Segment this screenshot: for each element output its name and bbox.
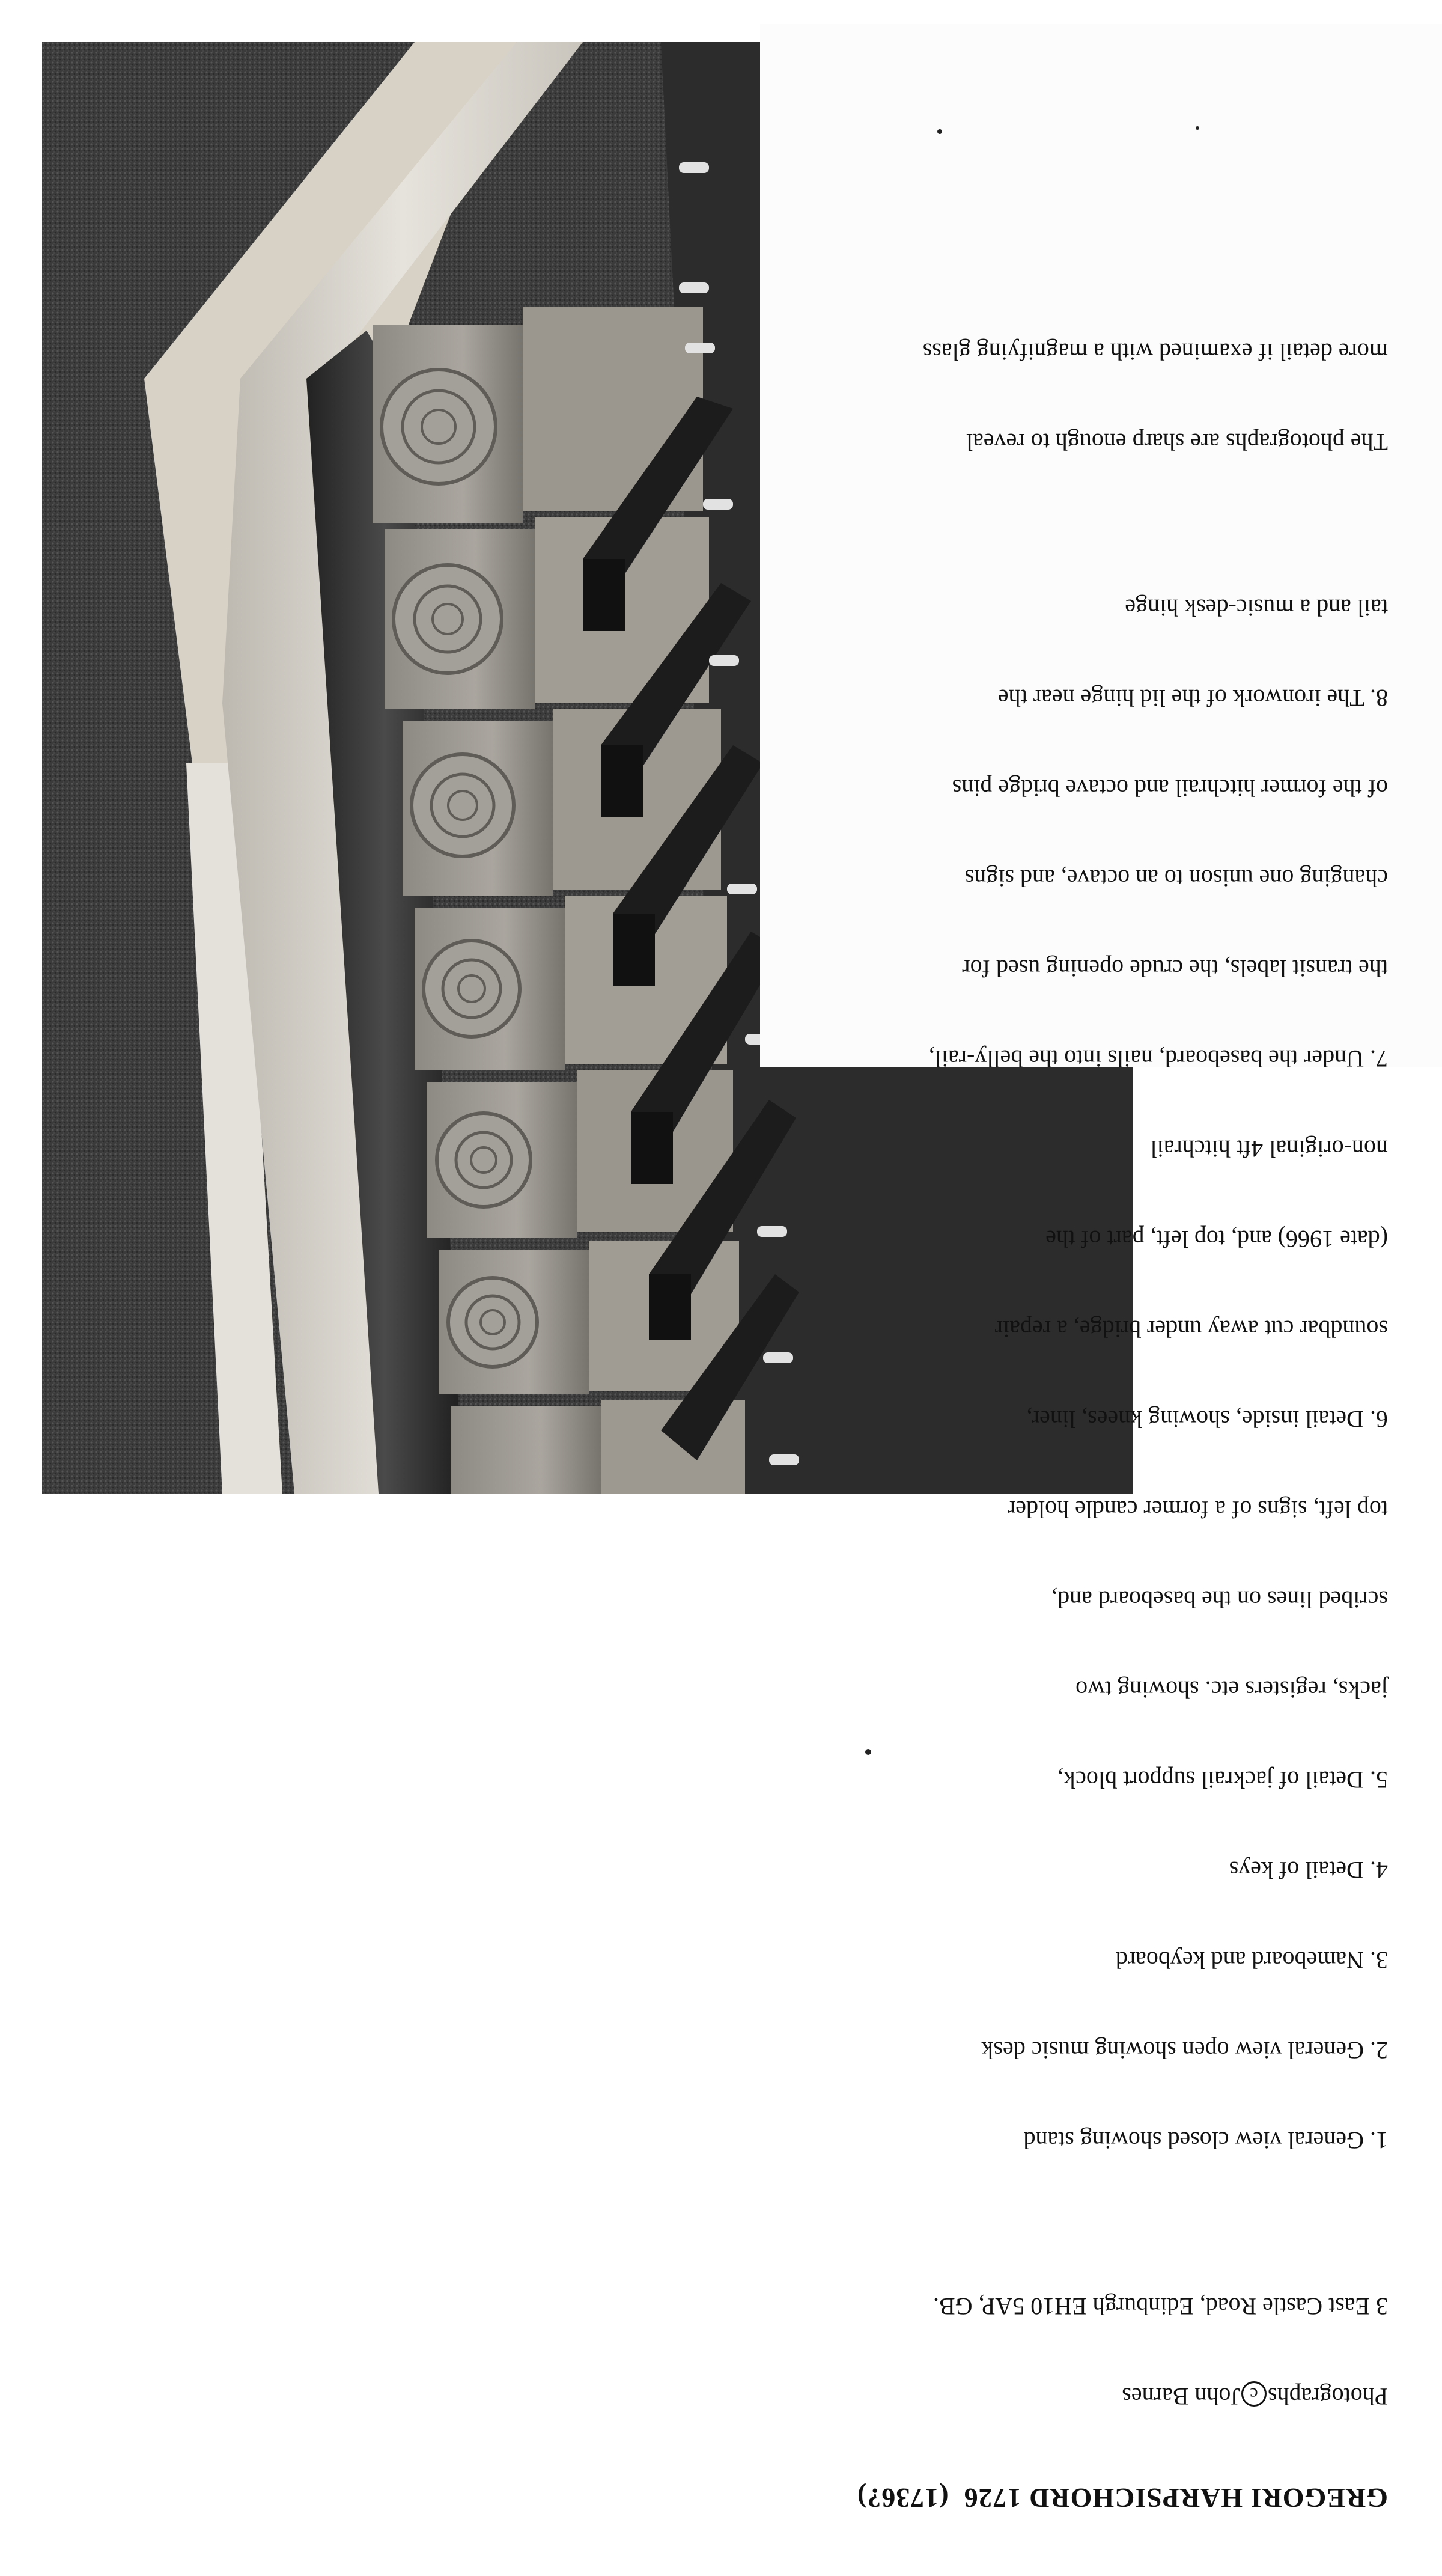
dust-speck [937,129,942,134]
caption-label [760,24,1442,2513]
item-line: 8. The ironwork of the lid hinge near the [997,685,1388,712]
item-line: 7. Under the baseboard, nails into the belly-rail, [928,1045,1388,1072]
item-line: scribed lines on the baseboard and, [1051,1586,1388,1613]
dust-speck [865,1749,871,1755]
item-line: jacks, registers etc. showing two [1075,1676,1388,1703]
item-line: the transit labels, the crude opening used for [962,955,1388,982]
note-line: The photographs are sharp enough to reveal [966,429,1388,456]
item-line: 2. General view open showing music desk [981,2037,1388,2064]
dust-speck [1196,126,1199,130]
copyright-mark: c [1241,2381,1267,2407]
label-title: GREGORI HARPSICHORD 1726 (1736?) [856,2483,1388,2513]
item-line: of the former hitchrail and octave bridge pins [952,775,1388,802]
address-line: 3 East Castle Road, Edinburgh EH10 5AP, GB. [932,2293,1388,2320]
credit-name: John Barnes [1122,2383,1240,2410]
item-line: tail and a music-desk hinge [1125,594,1388,621]
credit-prefix: Photographs [1268,2383,1388,2410]
note-line: more detail if examined with a magnifying glass [922,338,1388,365]
item-line: changing one unison to an octave, and signs [964,865,1388,892]
item-line: 4. Detail of keys [1229,1857,1388,1884]
item-line: (date 1966) and, top left, part of the [1045,1225,1388,1253]
credit-line [823,2381,1388,2411]
item-line: 5. Detail of jackrail support block, [1057,1766,1388,1793]
item-line: 3. Nameboard and keyboard [1115,1947,1388,1974]
item-line: non-original 4ft hitchrail [1150,1135,1388,1162]
item-line: 6. Detail inside, showing knees, liner, [1026,1406,1388,1433]
caption-text [823,276,1388,2576]
item-line: 1. General view closed showing stand [1023,2127,1388,2154]
item-line: top left, signs of a former candle holder [1007,1496,1388,1523]
item-line: soundbar cut away under bridge, a repair [994,1316,1388,1343]
